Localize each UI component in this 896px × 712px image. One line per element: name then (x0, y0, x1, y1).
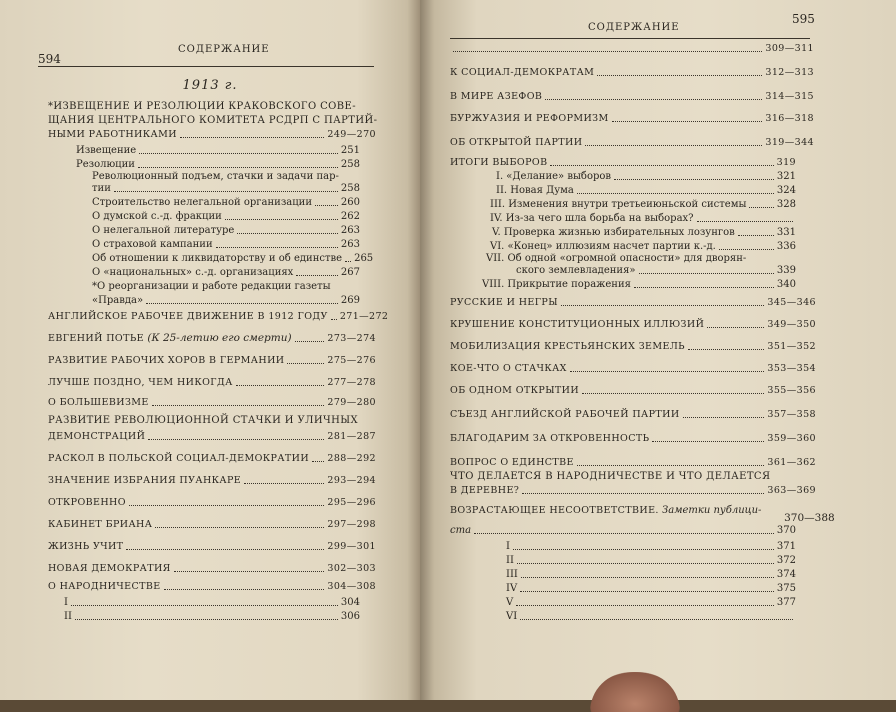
dot-leader (683, 417, 765, 418)
toc-entry[interactable] (64, 610, 360, 623)
toc-title: АНГЛИЙСКОЕ РАБОЧЕЕ ДВИЖЕНИЕ В 1912 ГОДУ (48, 311, 328, 322)
toc-title: НОВАЯ ДЕМОКРАТИЯ (48, 563, 171, 574)
dot-leader (707, 327, 764, 328)
toc-title: КОЕ-ЧТО О СТАЧКАХ (450, 363, 567, 374)
dot-leader (453, 51, 762, 52)
toc-pages: 331 (776, 227, 796, 238)
toc-entry[interactable] (48, 474, 376, 487)
toc-title: В ДЕРЕВНЕ? (450, 485, 520, 496)
left-page (0, 0, 420, 700)
dot-leader (315, 205, 338, 206)
toc-entry-line: *ИЗВЕЩЕНИЕ И РЕЗОЛЮЦИИ КРАКОВСКОГО СОВЕ- (48, 101, 356, 112)
toc-pages: 262 (340, 211, 360, 222)
dot-leader (561, 305, 764, 306)
dot-leader (152, 405, 325, 406)
dot-leader (164, 589, 325, 590)
toc-title: ЖИЗНЬ УЧИТ (48, 541, 124, 552)
toc-note: Заметки публици- (662, 505, 762, 516)
toc-entry[interactable] (450, 384, 816, 397)
toc-pages: 277—278 (327, 377, 376, 388)
dot-leader (513, 549, 774, 550)
toc-pages: 377 (776, 597, 796, 608)
toc-title: VIII. Прикрытие поражения (482, 279, 631, 290)
toc-pages: 370 (776, 525, 796, 536)
dot-leader (639, 273, 774, 274)
toc-pages: 324 (776, 185, 796, 196)
toc-entry[interactable] (48, 310, 389, 323)
toc-pages: 269 (340, 295, 360, 306)
toc-entry[interactable] (490, 212, 796, 225)
toc-title: VI. «Конец» иллюзиям насчет партии к.-д. (490, 241, 716, 252)
dot-leader (146, 303, 338, 304)
right-page (420, 0, 896, 700)
toc-title: НЫМИ РАБОТНИКАМИ (48, 129, 177, 140)
toc-pages: 375 (776, 583, 796, 594)
toc-pages: 374 (776, 569, 796, 580)
toc-pages: 370—388 (784, 512, 835, 524)
toc-pages: 321 (776, 171, 796, 182)
dot-leader (287, 363, 324, 364)
toc-title: ДЕМОНСТРАЦИЙ (48, 431, 146, 442)
dot-leader (688, 349, 764, 350)
toc-pages: 319—344 (765, 137, 814, 148)
toc-title: ВОЗРАСТАЮЩЕЕ НЕСООТВЕТСТВИЕ. (450, 505, 659, 516)
dot-leader (520, 591, 774, 592)
toc-title: О страховой кампании (92, 239, 213, 250)
dot-leader (577, 465, 765, 466)
toc-entry-line: ЧТО ДЕЛАЕТСЯ В НАРОДНИЧЕСТВЕ И ЧТО ДЕЛАЕТСЯ (450, 471, 771, 482)
toc-entry[interactable] (496, 184, 796, 197)
toc-entry[interactable] (506, 610, 796, 623)
toc-entry-line: VII. Об одной «огромной опасности» для дворян- (486, 253, 747, 264)
dot-leader (545, 99, 762, 100)
dot-leader (114, 191, 338, 192)
toc-title: ОБ ОДНОМ ОТКРЫТИИ (450, 385, 580, 396)
toc-entry[interactable] (48, 562, 376, 575)
toc-pages: 304—308 (327, 581, 376, 592)
toc-title: II (506, 555, 514, 566)
toc-entry[interactable] (450, 156, 796, 169)
toc-title: БЛАГОДАРИМ ЗА ОТКРОВЕННОСТЬ (450, 433, 650, 444)
toc-entry[interactable] (48, 396, 376, 409)
toc-pages: 299—301 (327, 541, 376, 552)
dot-leader (521, 577, 774, 578)
toc-pages: 357—358 (767, 409, 816, 420)
toc-entry[interactable] (506, 540, 796, 553)
page-number: 595 (792, 12, 815, 26)
toc-title: ЕВГЕНИЙ ПОТЬЕ (48, 333, 144, 344)
toc-title: Об отношении к ликвидаторству и об единстве (92, 253, 343, 264)
dot-leader (585, 145, 762, 146)
dot-leader (345, 261, 351, 262)
header-rule (450, 38, 810, 39)
toc-title: КРУШЕНИЕ КОНСТИТУЦИОННЫХ ИЛЛЮЗИЙ (450, 319, 705, 330)
toc-pages: 297—298 (327, 519, 376, 530)
dot-leader (75, 619, 338, 620)
toc-entry[interactable] (450, 484, 816, 497)
dot-leader (582, 393, 764, 394)
toc-title: ста (450, 525, 472, 536)
toc-title: «Правда» (92, 295, 144, 306)
dot-leader (148, 439, 324, 440)
dot-leader (577, 193, 774, 194)
toc-entry[interactable] (92, 182, 360, 195)
toc-pages: 279—280 (327, 397, 376, 408)
dot-leader (155, 527, 324, 528)
dot-leader (550, 165, 773, 166)
toc-pages: 263 (340, 239, 360, 250)
toc-pages: 361—362 (767, 457, 816, 468)
dot-leader (295, 341, 325, 342)
dot-leader (237, 233, 338, 234)
toc-entry[interactable] (64, 596, 360, 609)
toc-pages: 328 (776, 199, 796, 210)
toc-entry[interactable] (92, 238, 360, 251)
toc-title: РУССКИЕ И НЕГРЫ (450, 297, 558, 308)
toc-title: V (506, 597, 514, 608)
toc-title: СЪЕЗД АНГЛИЙСКОЙ РАБОЧЕЙ ПАРТИИ (450, 409, 680, 420)
toc-pages: 353—354 (767, 363, 816, 374)
toc-pages: 336 (776, 241, 796, 252)
toc-pages: 339 (776, 265, 796, 276)
toc-pages: 249—270 (327, 129, 376, 140)
toc-entry[interactable] (450, 136, 814, 149)
toc-entry[interactable] (496, 170, 796, 183)
toc-title: О БОЛЬШЕВИЗМЕ (48, 397, 149, 408)
toc-entry-line: ЩАНИЯ ЦЕНТРАЛЬНОГО КОМИТЕТА РСДРП С ПАРТИЙ- (48, 115, 378, 126)
toc-entry[interactable] (450, 408, 816, 421)
toc-title: VI (506, 611, 518, 622)
toc-title: РАСКОЛ В ПОЛЬСКОЙ СОЦИАЛ-ДЕМОКРАТИИ (48, 453, 310, 464)
header-rule (38, 66, 374, 67)
toc-title: ского землевладения» (516, 265, 636, 276)
toc-title: III (506, 569, 518, 580)
dot-leader (570, 371, 765, 372)
toc-pages: 319 (776, 157, 796, 168)
toc-entry[interactable] (506, 568, 796, 581)
toc-title: О нелегальной литературе (92, 225, 235, 236)
toc-entry-line: Революционный подъем, стачки и задачи пар- (92, 171, 339, 182)
toc-pages: 288—292 (327, 453, 376, 464)
dot-leader (126, 549, 324, 550)
toc-pages: 304 (340, 597, 360, 608)
toc-entry[interactable] (450, 362, 816, 375)
toc-entry[interactable] (48, 332, 376, 345)
toc-pages: 309—311 (765, 43, 814, 54)
toc-title: V. Проверка жизнью избирательных лозунгов (492, 227, 735, 238)
toc-entry[interactable] (490, 198, 796, 211)
dot-leader (138, 167, 338, 168)
toc-title: ВОПРОС О ЕДИНСТВЕ (450, 457, 574, 468)
dot-leader (244, 483, 324, 484)
toc-title: К СОЦИАЛ-ДЕМОКРАТАМ (450, 67, 595, 78)
toc-entry-line: *О реорганизации и работе редакции газеты (92, 281, 331, 292)
toc-entry[interactable] (506, 582, 796, 595)
toc-entry[interactable] (92, 210, 360, 223)
toc-pages: 251 (340, 145, 360, 156)
toc-pages: 281—287 (327, 431, 376, 442)
dot-leader (180, 137, 325, 138)
toc-pages: 267 (340, 267, 360, 278)
toc-entry[interactable] (48, 430, 376, 443)
dot-leader (652, 441, 764, 442)
toc-title: III. Изменения внутри третьеиюньской системы (490, 199, 747, 210)
dot-leader (129, 505, 324, 506)
toc-entry[interactable] (482, 278, 796, 291)
running-header: СОДЕРЖАНИЕ (178, 44, 270, 55)
toc-title: Резолюции (76, 159, 135, 170)
toc-entry[interactable] (48, 580, 376, 593)
dot-leader (614, 179, 774, 180)
toc-pages: 314—315 (765, 91, 814, 102)
toc-pages: 316—318 (765, 113, 814, 124)
toc-title: О думской с.-д. фракции (92, 211, 222, 222)
toc-entry[interactable] (48, 452, 376, 465)
toc-pages: 349—350 (767, 319, 816, 330)
toc-title: О «национальных» с.-д. организациях (92, 267, 294, 278)
toc-pages: 372 (776, 555, 796, 566)
dot-leader (517, 563, 774, 564)
dot-leader (597, 75, 762, 76)
toc-title: II. Новая Дума (496, 185, 574, 196)
dot-leader (216, 247, 338, 248)
toc-title: I (506, 541, 510, 552)
toc-pages: 258 (340, 183, 360, 194)
toc-pages: 273—274 (327, 333, 376, 344)
toc-title: II (64, 611, 72, 622)
toc-title: О НАРОДНИЧЕСТВЕ (48, 581, 161, 592)
toc-pages: 293—294 (327, 475, 376, 486)
toc-entry[interactable] (450, 456, 816, 469)
toc-entry[interactable] (450, 432, 816, 445)
toc-pages: 265 (354, 253, 374, 264)
section-year: 1913 г. (182, 78, 238, 93)
toc-entry[interactable] (92, 294, 360, 307)
dot-leader (236, 385, 325, 386)
toc-title: МОБИЛИЗАЦИЯ КРЕСТЬЯНСКИХ ЗЕМЕЛЬ (450, 341, 685, 352)
dot-leader (634, 287, 774, 288)
dot-leader (174, 571, 325, 572)
toc-title: ЗНАЧЕНИЕ ИЗБРАНИЯ ПУАНКАРЕ (48, 475, 242, 486)
toc-entry[interactable] (516, 264, 796, 277)
toc-title: БУРЖУАЗИЯ И РЕФОРМИЗМ (450, 113, 609, 124)
toc-pages: 340 (776, 279, 796, 290)
toc-title: В МИРЕ АЗЕФОВ (450, 91, 543, 102)
toc-pages: 302—303 (327, 563, 376, 574)
toc-title: ЛУЧШЕ ПОЗДНО, ЧЕМ НИКОГДА (48, 377, 233, 388)
toc-note: (К 25-летию его смерти) (147, 332, 292, 344)
dot-leader (522, 493, 764, 494)
toc-entry[interactable] (492, 226, 796, 239)
dot-leader (331, 319, 337, 320)
toc-entry[interactable] (450, 296, 816, 309)
toc-pages: 363—369 (767, 485, 816, 496)
toc-entry-line: РАЗВИТИЕ РЕВОЛЮЦИОННОЙ СТАЧКИ И УЛИЧНЫХ (48, 415, 358, 426)
dot-leader (139, 153, 338, 154)
toc-pages: 306 (340, 611, 360, 622)
toc-title: ОБ ОТКРЫТОЙ ПАРТИИ (450, 137, 583, 148)
toc-entry[interactable] (76, 144, 360, 157)
dot-leader (296, 275, 338, 276)
toc-entry[interactable] (450, 340, 816, 353)
toc-title: Строительство нелегальной организации (92, 197, 312, 208)
dot-leader (225, 219, 338, 220)
toc-entry[interactable] (92, 252, 374, 265)
toc-entry[interactable] (450, 90, 814, 103)
toc-title: IV (506, 583, 518, 594)
toc-title: ИТОГИ ВЫБОРОВ (450, 157, 548, 168)
toc-title: тии (92, 183, 111, 194)
toc-entry[interactable] (450, 66, 814, 79)
dot-leader (312, 461, 324, 462)
toc-pages: 359—360 (767, 433, 816, 444)
running-header: СОДЕРЖАНИЕ (588, 22, 680, 33)
toc-entry[interactable] (450, 318, 816, 331)
dot-leader (749, 207, 773, 208)
dot-leader (738, 235, 774, 236)
toc-title: КАБИНЕТ БРИАНА (48, 519, 153, 530)
toc-pages: 271—272 (339, 311, 389, 322)
toc-pages: 371 (776, 541, 796, 552)
dot-leader (719, 249, 774, 250)
dot-leader (474, 533, 774, 534)
toc-title: Извещение (76, 145, 137, 156)
dot-leader (520, 619, 793, 620)
page-number: 594 (38, 52, 61, 66)
toc-pages: 295—296 (327, 497, 376, 508)
dot-leader (516, 605, 774, 606)
dot-leader (697, 221, 793, 222)
toc-pages: 258 (340, 159, 360, 170)
toc-title: ОТКРОВЕННО (48, 497, 126, 508)
toc-entry[interactable] (92, 266, 360, 279)
toc-entry[interactable] (450, 524, 796, 537)
toc-title: IV. Из-за чего шла борьба на выборах? (490, 213, 694, 224)
toc-title: I (64, 597, 68, 608)
toc-entry[interactable] (506, 554, 796, 567)
toc-entry[interactable] (450, 112, 814, 125)
toc-entry[interactable] (48, 496, 376, 509)
toc-title: РАЗВИТИЕ РАБОЧИХ ХОРОВ В ГЕРМАНИИ (48, 355, 285, 366)
toc-entry[interactable] (48, 518, 376, 531)
toc-entry[interactable] (48, 376, 376, 389)
dot-leader (71, 605, 338, 606)
toc-entry[interactable] (48, 128, 376, 141)
toc-pages: 260 (340, 197, 360, 208)
toc-entry[interactable] (506, 596, 796, 609)
toc-entry[interactable] (48, 354, 376, 367)
toc-pages: 345—346 (767, 297, 816, 308)
toc-entry[interactable] (92, 224, 360, 237)
toc-pages: 351—352 (767, 341, 816, 352)
toc-title: I. «Делание» выборов (496, 171, 612, 182)
toc-entry[interactable] (48, 540, 376, 553)
toc-pages: 312—313 (765, 67, 814, 78)
toc-pages: 275—276 (327, 355, 376, 366)
toc-entry[interactable] (450, 42, 814, 55)
toc-pages: 355—356 (767, 385, 816, 396)
toc-pages: 263 (340, 225, 360, 236)
dot-leader (612, 121, 763, 122)
toc-entry[interactable] (92, 196, 360, 209)
